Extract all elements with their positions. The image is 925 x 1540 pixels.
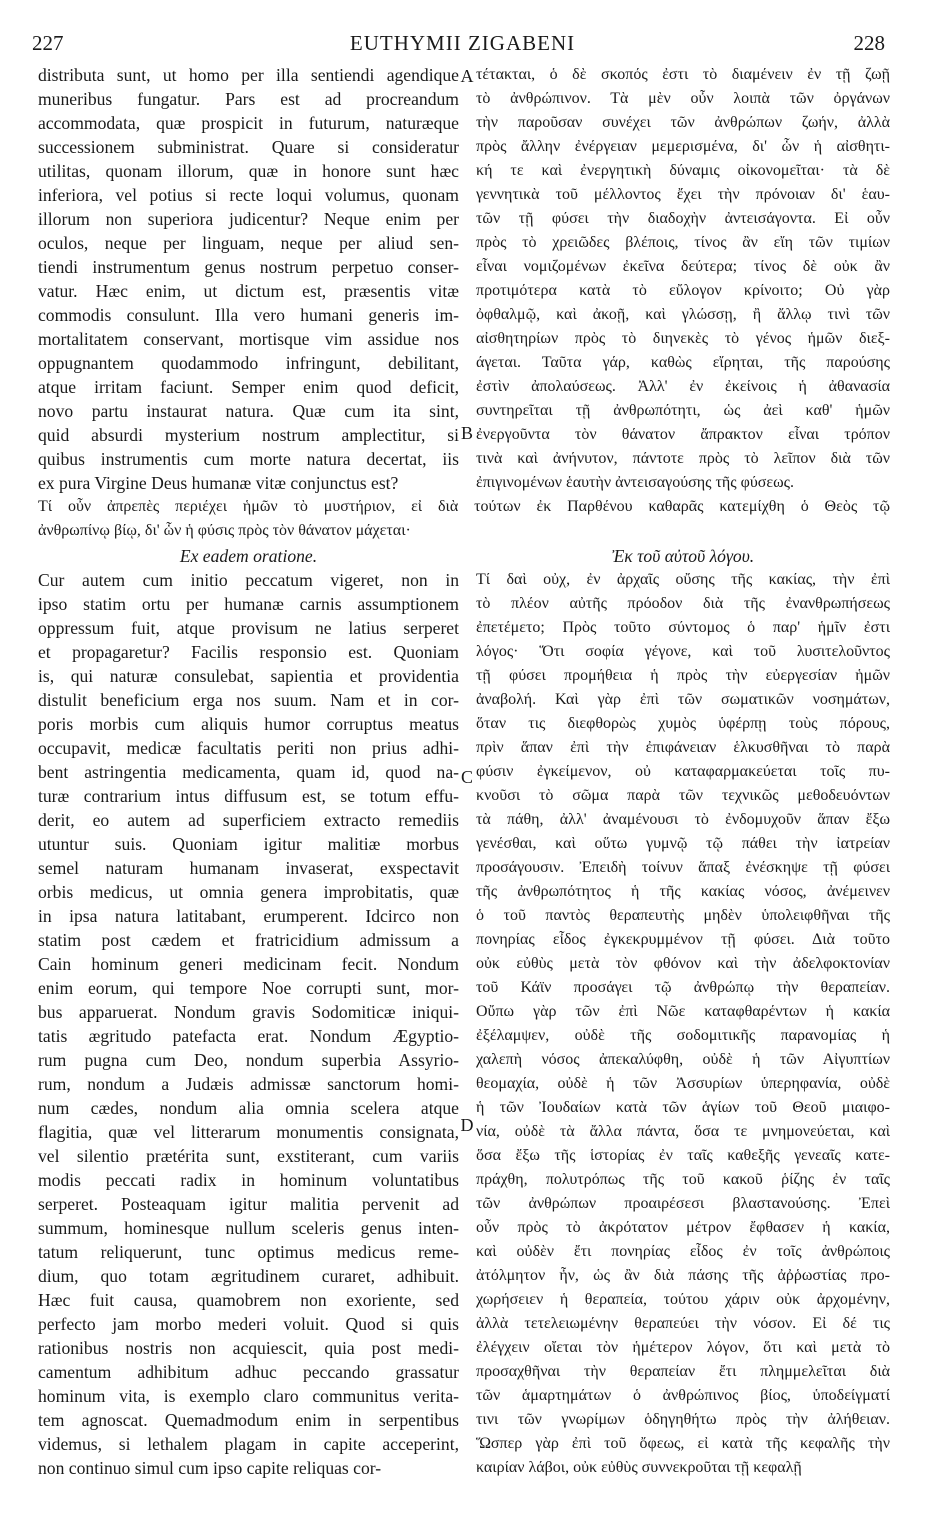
text-line: τὰ πάθη, ἀλλ' ἀναμένουσι τὸ ἐνδομυχοῦν ἅπαν ἔξω — [476, 811, 890, 828]
latin-section-title: Ex eadem oratione. — [179, 546, 318, 566]
text-line: Hæc fuit causa, quamobrem non exoriente, sed — [38, 1290, 459, 1310]
text-line: serperet. Posteaquam igitur malitia pervenit ad — [38, 1194, 459, 1214]
page-number-right: 228 — [853, 31, 885, 55]
text-line: atque irritam faciunt. Semper enim quod deficit, — [38, 377, 459, 397]
text-line: φύσιν ἐγκείμενον, οὐ καταφαρμακεύεται τοῖς πυ- — [476, 763, 890, 780]
text-line: is, qui naturæ consulebat, sapientia et providentia — [38, 666, 459, 686]
text-line: ὅταν τις διεφθορὼς χυμὸς ὑφέρπῃ τοὺς πόρους, — [476, 715, 890, 732]
text-line: ὅσα ἔξω τῆς ἱστορίας ἐν ταῖς καθεξῆς γενεαῖς κατε- — [476, 1147, 890, 1164]
latin-column-lower — [38, 568, 459, 1480]
text-line: θεομαχία, οὐδὲ ἡ τῶν Ἀσσυρίων ὑπερηφανία, οὐδὲ — [476, 1075, 890, 1092]
text-line: oppressum fuit, atque provisum ne latius serperet — [38, 618, 459, 638]
text-line: τὴν παροῦσαν συνέχει τῶν ἀνθρώπων ζωήν, ἀλλὰ — [476, 114, 890, 131]
text-line: νία, οὐδὲ τὰ ἄλλα πάντα, ὅσα τε μνημονεύεται, καὶ — [476, 1123, 890, 1140]
text-line: ipso statim ortu per humanæ carnis assumptionem — [38, 594, 459, 614]
text-line: non continuo simul cum ipso capite reliquas cor- — [38, 1458, 382, 1478]
text-line: hominum vita, is exemplo claro communitus veritа- — [38, 1386, 459, 1406]
text-line: accommodata, quæ prospicit in futurum, naturæque — [38, 113, 459, 133]
text-line: πρὸς τὸ χρειῶδες βλέποις, τίνος ἂν εἴη τῶν τιμίων — [476, 234, 890, 251]
text-line: dium, quo totam ægritudinem curaret, adhibuit. — [38, 1266, 459, 1286]
text-line: ἀτόλμητον ἦν, ὡς ἂν διὰ πάσης τῆς ἀῤῥωστίας προ- — [476, 1267, 890, 1284]
text-line: συντηρεῖται τῇ ἀνθρωπότητι, ὡς ἀεὶ καθ' ἡμῶν — [476, 402, 890, 419]
text-line: rum pugna cum Deo, nondum superbia Assyrio- — [38, 1050, 459, 1070]
text-line: summum, hominesque nullum sceleris genus inten- — [38, 1218, 459, 1238]
margin-marker-c: C — [460, 767, 473, 787]
text-line: statim post cædem et fratricidium admissum a — [38, 930, 459, 950]
text-line: ἀναβολή. Καὶ γὰρ ἐπὶ τῶν σωματικῶν νοσημάτων, — [476, 691, 890, 708]
text-line: Ὥσπερ γὰρ ἐπὶ τοῦ ὄφεως, εἰ κατὰ τῆς κεφαλῆς τὴν — [476, 1435, 890, 1452]
text-line: οὐκ εὐθὺς μετὰ τὸν φθόνον καὶ τὴν ἀδελφοκτονίαν — [476, 955, 890, 972]
text-line: num cædes, nondum alia omnia scelera atque — [38, 1098, 459, 1118]
text-line: τὸ πλέον αὐτῆς πρόοδον διὰ τῆς ἐνανθρωπήσεως — [476, 595, 890, 612]
margin-marker-b: B — [460, 423, 473, 443]
text-line: perfecto jam morbo mederi voluit. Quod si quis — [38, 1314, 459, 1334]
text-line: oppugnantem quodammodo infringunt, debilitant, — [38, 353, 459, 373]
margin-marker-d: D — [460, 1115, 474, 1135]
text-line: προσάγουσιν. Ἐπειδὴ τοίνυν ἅπαξ ἐνέσκηψε τῇ φύσει — [476, 859, 890, 876]
text-line: et propagaretur? Facilis responsio est. Quoniam — [38, 642, 459, 662]
text-line: ἐπιγινομένων ἑαυτὴν ἀντεισαγούσης τῆς φύσεως. — [476, 474, 794, 491]
text-line: προσαχθῆναι τὴν θεραπείαν ἔτι πλημμελεῖται διὰ — [476, 1363, 890, 1380]
text-line: camentum adhibitum adhuc peccando grassatur — [38, 1362, 459, 1382]
text-line: ex pura Virgine Deus humanæ vitæ conjunctus est? — [38, 473, 399, 493]
text-line: tiendi instrumentum genus nostrum perpetuo conser- — [38, 257, 459, 277]
text-line: τινι τῶν γνωρίμων ὁδηγηθήτω πρὸς τὴν ἀλήθειαν. — [476, 1411, 890, 1428]
text-line: orbis medicus, ut omnia genera improbitatis, quæ — [38, 882, 459, 902]
text-line: χαλεπὴ νόσος ἀπεκαλύφθη, οὐδὲ ἡ τῶν Αἰγυπτίων — [476, 1051, 890, 1068]
text-line: videmus, si lethalem plagam in capite acceperint, — [38, 1434, 459, 1454]
text-line: derit, eo autem ad superficiem extracto remediis — [38, 810, 459, 830]
text-line: χωρήσειεν ἡ θεραπεία, τούτου χάριν οὐκ ἀρχομένην, — [476, 1291, 890, 1308]
text-line: Οὔπω γὰρ τῶν ἐπὶ Νῶε καταφθαρέντων ἡ κακία — [476, 1003, 890, 1020]
text-line: illorum non superiora judicentur? Neque enim per — [38, 209, 459, 229]
running-title: EUTHYMII ZIGABENI — [349, 31, 576, 55]
text-line: utuntur suis. Quoniam igitur malitiæ morbus — [38, 834, 459, 854]
text-line: λόγος· Ὅτι σοφία γέγονε, καὶ τοῦ λυσιτελοῦντος — [476, 643, 890, 660]
text-line: mortalitatem conservant, mortisque vim assidue nos — [38, 329, 459, 349]
text-line: ὁ τοῦ παντὸς θεραπευτὴς μηδὲν ὑπολειφθῆναι τῆς — [476, 907, 890, 924]
text-line: rationibus nostris non acquiescit, quia post medi- — [38, 1338, 459, 1358]
greek-column-lower — [476, 568, 890, 1480]
text-line: tem agnoscat. Quemadmodum enim in serpentibus — [38, 1410, 459, 1430]
text-line: quibus instrumentis cum morte natura decertat, iis — [38, 449, 459, 469]
text-line: τέτακται, ὁ δὲ σκοπός ἐστι τὸ διαμένειν ἐν τῇ ζωῇ — [476, 66, 890, 83]
text-line: τῶν ἀνθρώπων προαιρέσεσι βλαστανούσης. Ἐπεὶ — [476, 1195, 890, 1212]
text-line: ἐξέλαμψεν, οὐδὲ τῆς σοδομιτικῆς παρανομίας ἡ — [476, 1027, 890, 1044]
text-line: flagitia, quæ vel litterarum monumentis consignata, — [38, 1122, 459, 1142]
greek-section-title: Ἐκ τοῦ αὐτοῦ λόγου. — [611, 546, 755, 566]
text-line: successionem subministrat. Quare si consideratur — [38, 137, 459, 157]
text-line: muneribus fungatur. Pars est ad procreandum — [38, 89, 459, 109]
latin-column-upper — [38, 63, 459, 495]
text-line: τῇ φύσει προμήθεια ἡ πρὸς τὴν εὐεργεσίαν ἡμῶν — [476, 667, 890, 684]
text-line: προτιμότερα κατὰ τὸ εὔλογον κρίνοιτο; Οὐ γὰρ — [476, 282, 890, 299]
text-line: vel silentio prætérita sunt, exstiterant, cum variis — [38, 1146, 459, 1166]
margin-marker-a: A — [460, 66, 474, 86]
text-line: turæ contrarium intus diffusum est, se totum effu- — [38, 786, 459, 806]
text-line: Cain hominum generi medicinam fecit. Nondum — [38, 954, 459, 974]
text-line: ἐλέγχειν οἴεται τὸν ἡμέτερον λόγον, ὅτι καὶ μετὰ τὸ — [476, 1339, 890, 1356]
page-number-left: 227 — [32, 31, 64, 55]
text-line: distulit beneficium erga nos suum. Nam et in cor- — [38, 690, 459, 710]
text-line: ἀλλὰ τετελειωμένην θεραπεύει τὴν νόσον. Εἰ δέ τις — [476, 1315, 890, 1332]
text-line: Τί δαὶ οὐχ, ἐν ἀρχαῖς οὔσης τῆς κακίας, τὴν ἐπὶ — [476, 571, 890, 588]
greek-spanning-line: Τί οὖν ἀπρεπὲς περιέχει ἡμῶν τὸ μυστήριον, εἰ διὰ τούτων ἐκ Παρθένου καθαρᾶς κατεμίχθη ὁ Θεὸς τῷ — [38, 498, 890, 515]
text-line: quid absurdi mysterium nostrum amplectitur, si — [38, 425, 459, 445]
text-line: πρὶν ἅπαν ἐπὶ τὴν ἐπιφάνειαν ἑλκυσθῆναι τὸ παρὰ — [476, 739, 890, 756]
text-line: modis peccati radix in hominum voluntatibus — [38, 1170, 459, 1190]
text-line: bus apparuerat. Nondum gravis Sodomiticæ iniqui- — [38, 1002, 459, 1022]
text-line: poris morbis cum aliquis humor corruptus meatus — [38, 714, 459, 734]
text-line: ἐστὶν ἀπολαύσεως. Ἀλλ' ἐν ἐκείνοις ἡ ἀθανασία — [476, 378, 890, 395]
text-line: tatum reliquerunt, tunc optimus medicus reme- — [38, 1242, 459, 1262]
text-line: άγεται. Ταῦτα γάρ, καθὼς εἴρηται, τῆς παρούσης — [476, 354, 890, 371]
text-line: καιρίαν λάβοι, οὐκ εὐθὺς συννεκροῦται τῇ κεφαλῇ — [476, 1459, 802, 1476]
text-line: τινὰ καὶ ἀνήνυτον, πάντοτε πρὸς τὸ λεῖπον διὰ τῶν — [476, 450, 890, 467]
text-line: πρὸς ἄλλην ἐνέργειαν μεμερισμένα, δι' ὧν ἡ αἰσθητι- — [476, 138, 890, 155]
text-line: κή τε καὶ ἐνεργητικὴ δύναμις οἰκονομεῖται· τὰ δὲ — [476, 162, 890, 179]
text-line: τοῦ Κάϊν προσάγει τῷ ἀνθρώπῳ τὴν θεραπείαν. — [476, 979, 890, 996]
text-line: τῶν ἁμαρτημάτων ὁ ἀνθρώπινος βίος, ὑποδείγματί — [476, 1387, 890, 1404]
text-line: tatis ægritudo patefacta erat. Nondum Ægyptio- — [38, 1026, 459, 1046]
text-line: ὀφθαλμῷ, καὶ ἀκοῇ, καὶ γλώσσῃ, ἢ ἄλλῳ τινὶ τῶν — [476, 306, 890, 323]
text-line: ἐπετέμετο; Πρὸς τοῦτο σύντομος ὁ παρ' ἡμῖν ἐστι — [476, 619, 890, 636]
text-line: utilitas, quonam illorum, quæ in honore sunt hæc — [38, 161, 459, 181]
text-line: rum, nondum a Judæis admissæ sanctorum homi- — [38, 1074, 459, 1094]
text-line: κνοῦσι τὸ σῶμα παρὰ τῶν τεχνικῶς μεθοδευόντων — [476, 787, 890, 804]
text-line: πράχθη, πολυτρόπως τῆς τοῦ κακοῦ ῥίζης ἐν ταῖς — [476, 1171, 890, 1188]
text-line: οὖν πρὸς τὸ ἀκρότατον μέτρον ἔφθασεν ἡ κακία, — [476, 1219, 890, 1236]
text-line: αἰσθητηρίων πρὸς τὸ διηνεκὲς τὸ γένος ἡμῶν διεξ- — [476, 330, 890, 347]
text-line: inferiora, vel potius si recte loqui volumus, quonam — [38, 185, 459, 205]
text-line: ἐνεργοῦντα τὸν θάνατον ἄπρακτον εἶναι τρόπον — [476, 426, 890, 443]
greek-column-upper — [476, 63, 890, 495]
text-line: vatur. Hæc enim, ut dictum est, præsentis vitæ — [38, 281, 459, 301]
text-line: occupavit, medicæ facultatis periti non prius adhi- — [38, 738, 459, 758]
text-line: Cur autem cum initio peccatum vigeret, non in — [38, 570, 459, 590]
text-line: γεννητικὰ τοῦ μέλλοντος ἔχει τὴν πρόνοιαν δι' ἑαυ- — [476, 186, 890, 203]
text-line: bent astringentia medicamenta, quam id, quod na- — [38, 762, 459, 782]
text-line: τὸ ἀνθρώπινον. Τὰ μὲν οὖν λοιπὰ τῶν ὀργάνων — [476, 90, 890, 107]
text-line: ἡ τῶν Ἰουδαίων κατὰ τῶν ἁγίων τοῦ Θεοῦ μιαιφο- — [476, 1099, 890, 1116]
text-line: in ipsa natura latitabant, erumperent. Idcirco non — [38, 906, 459, 926]
greek-spanning-passage — [38, 495, 890, 543]
greek-spanning-line: ἀνθρωπίνῳ βίῳ, δι' ὧν ἡ φύσις πρὸς τὸν θάνατον μάχεται· — [38, 522, 411, 539]
text-line: oculos, neque per linguam, neque per aliud sen- — [38, 233, 459, 253]
text-line: distributa sunt, ut homo per illa sentiendi agendique — [38, 65, 459, 85]
text-line: πονηρίας εἶδος ἐγκεκρυμμένον τῇ φύσει. Διὰ τοῦτο — [476, 931, 890, 948]
text-line: γενέσθαι, καὶ οὕτω γυμνῷ τῷ πάθει τὴν ἰατρείαν — [476, 835, 890, 852]
text-line: τῶν τῇ φύσει τὴν διαδοχὴν ἀντεισάγοντα. Εἰ οὖν — [476, 210, 890, 227]
text-line: enim eorum, qui tempore Noe corrupti sunt, mor- — [38, 978, 459, 998]
text-line: novo partu instaurat natura. Quæ cum ita sint, — [38, 401, 459, 421]
text-line: semel naturam humanam invaserat, exspectavit — [38, 858, 459, 878]
text-line: εἶναι νομιζομένων ἐκεῖνα δεύτερα; τίνος δὲ οὐκ ἂν — [476, 258, 890, 275]
text-line: commodis consulunt. Illa vero humani generis im- — [38, 305, 459, 325]
text-line: καὶ οὐδὲν ἔτι πονηρίας εἶδος ἐν τοῖς ἀνθρώποις — [476, 1243, 890, 1260]
text-line: τῆς ἀνθρωπότητος ἡ τῆς κακίας νόσος, ἀνέμεινεν — [476, 883, 890, 900]
